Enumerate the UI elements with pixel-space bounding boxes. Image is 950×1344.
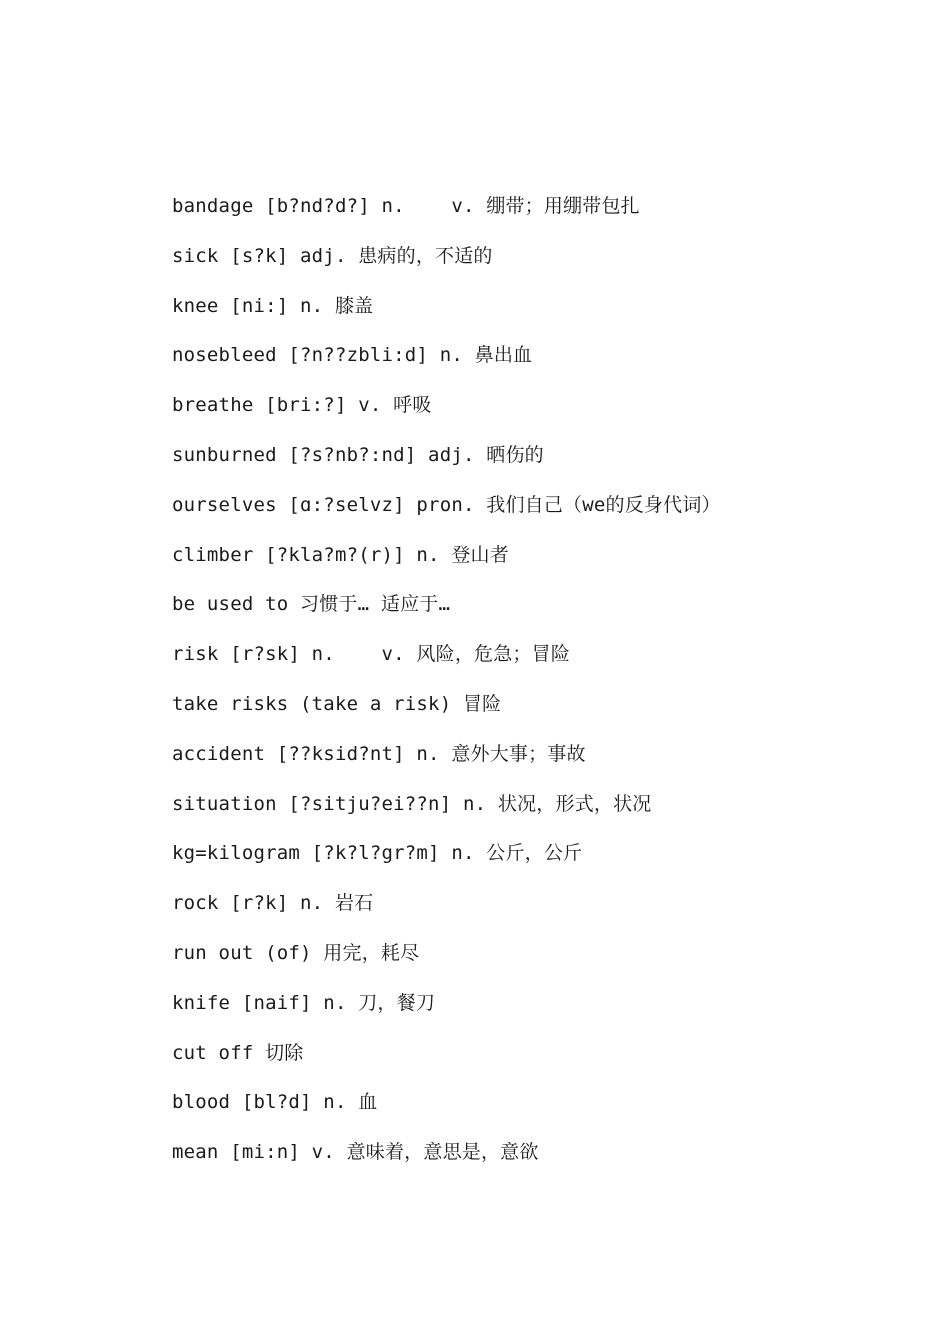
vocab-entry-take-risks: take risks (take a risk) 冒险 xyxy=(172,692,502,715)
vocab-entry-risk: risk [r?sk] n. v. 风险，危急；冒险 xyxy=(172,643,571,666)
vocab-entry-sick: sick [s?k] adj. 患病的，不适的 xyxy=(172,244,493,267)
vocab-entry-ourselves: ourselves [ɑ:?selvz] pron. 我们自己（we的反身代词） xyxy=(172,493,721,516)
vocab-entry-rock: rock [r?k] n. 岩石 xyxy=(172,892,374,915)
vocab-entry-blood: blood [bl?d] n. 血 xyxy=(172,1091,378,1114)
vocab-entry-accident: accident [??ksid?nt] n. 意外大事；事故 xyxy=(172,742,586,765)
vocab-entry-sunburned: sunburned [?s?nb?:nd] adj. 晒伤的 xyxy=(172,443,544,466)
vocabulary-list xyxy=(172,189,892,1185)
vocab-entry-knee: knee [ni:] n. 膝盖 xyxy=(172,294,374,317)
vocab-entry-mean: mean [mi:n] v. 意味着，意思是，意欲 xyxy=(172,1141,539,1164)
vocab-entry-bandage: bandage [b?nd?d?] n. v. 绷带；用绷带包扎 xyxy=(172,195,640,217)
vocab-entry-be-used-to: be used to 习惯于… 适应于… xyxy=(172,593,451,616)
vocab-entry-kilogram: kg=kilogram [?k?l?gr?m] n. 公斤，公斤 xyxy=(172,842,583,865)
vocab-entry-climber: climber [?kla?m?(r)] n. 登山者 xyxy=(172,543,509,566)
vocab-entry-knife: knife [naif] n. 刀，餐刀 xyxy=(172,991,436,1014)
vocab-entry-breathe: breathe [bri:?] v. 呼吸 xyxy=(172,394,432,417)
vocab-entry-situation: situation [?sitju?ei??n] n. 状况，形式，状况 xyxy=(172,792,652,815)
vocab-entry-run-out-of: run out (of) 用完，耗尽 xyxy=(172,941,420,964)
vocab-entry-cut-off: cut off 切除 xyxy=(172,1041,304,1064)
vocab-entry-nosebleed: nosebleed [?n??zbli:d] n. 鼻出血 xyxy=(172,344,533,367)
